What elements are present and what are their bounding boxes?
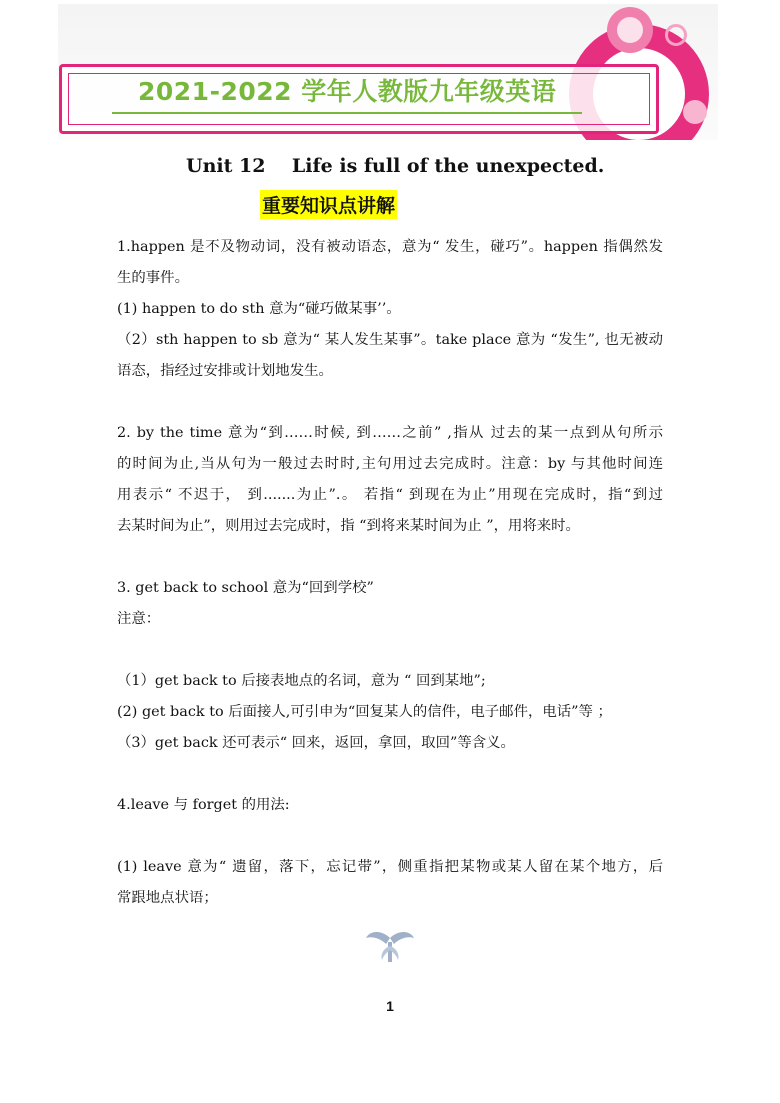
text-line: 2. by the time 意为“到……时候, 到……之前” ,指从 过去的某一点到从句所示 [117,425,663,441]
text-line: 1.happen 是不及物动词，没有被动语态，意为“ 发生，碰巧”。happen 指偶然发 [117,239,663,255]
section-subtitle: 重要知识点讲解 [260,190,397,219]
text-line: (1) leave 意为“ 遗留，落下，忘记带”，侧重指把某物或某人留在某个地方，后 [117,859,663,875]
text-line: 注意： [117,611,161,627]
text-line: 语态，指经过安排或计划地发生。 [117,363,333,379]
text-line: 的时间为止,当从句为一般过去时时,主句用过去完成时。注意：by 与其他时间连 [117,456,663,472]
text-line: 用表示“ 不迟于， 到.......为止”.。 若指“ 到现在为止”用现在完成时，指“到过 [117,487,663,503]
text-line: 4.leave 与 forget 的用法: [117,797,290,813]
page-number: 1 [386,998,394,1014]
unit-title: Unit 12 Life is full of the unexpected. [186,155,605,177]
text-line: 常跟地点状语； [117,890,218,906]
text-line: 生的事件。 [117,270,189,286]
paragraph-gap [117,821,663,852]
paragraph-gap [117,635,663,666]
paragraph-gap [117,387,663,418]
ornament-icon [362,928,418,966]
banner-title: 2021-2022 学年人教版九年级英语 [112,72,582,114]
text-line: 去某时间为止”，则用过去完成时，指 “到将来某时间为止 ”，用将来时。 [117,518,580,534]
text-line: (2) get back to 后面接人,可引申为“回复某人的信件，电子邮件，电话”等 ； [117,704,612,720]
text-line: （3）get back 还可表示“ 回来，返回，拿回，取回”等含义。 [117,735,515,751]
paragraph-gap [117,542,663,573]
text-line: （2）sth happen to sb 意为“ 某人发生某事”。take place 意为 “发生”, 也无被动 [117,332,663,348]
text-line: 3. get back to school 意为“回到学校” [117,580,374,596]
text-line: （1）get back to 后接表地点的名词，意为 “ 回到某地”; [117,673,486,689]
paragraph-gap [117,759,663,790]
document-body [117,232,663,914]
text-line: (1) happen to do sth 意为“碰巧做某事’’。 [117,301,401,317]
